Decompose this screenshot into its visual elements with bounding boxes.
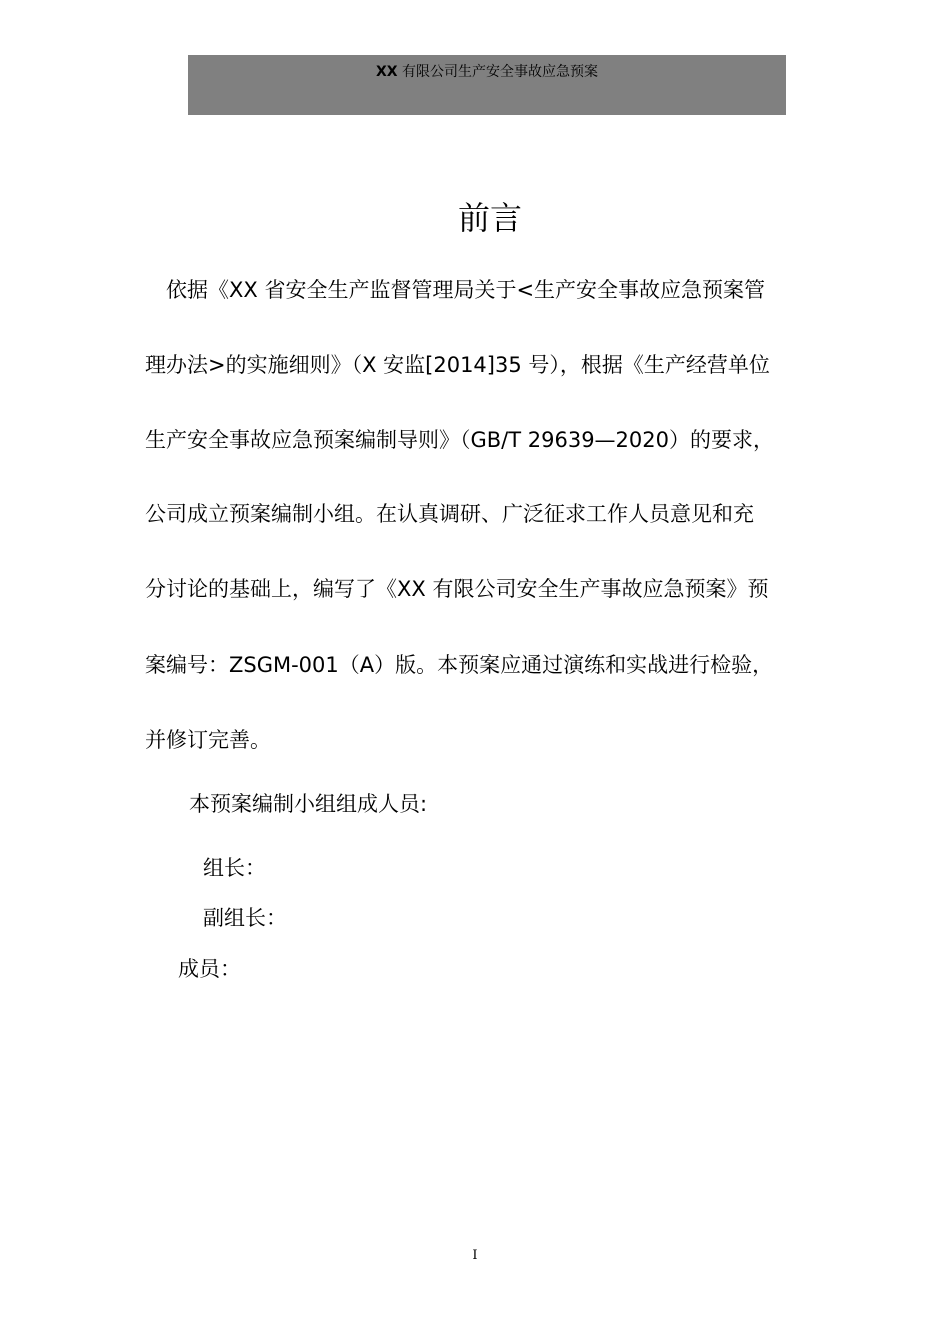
header-title-prefix: XX xyxy=(375,64,398,80)
paragraph-line-5: 分讨论的基础上，编写了《XX 有限公司安全生产事故应急预案》预 xyxy=(145,577,769,601)
team-members-label: 成员： xyxy=(178,957,241,981)
paragraph-line-3: 生产安全事故应急预案编制导则》（GB/T 29639—2020）的要求， xyxy=(145,428,775,452)
header-title xyxy=(188,63,786,81)
team-heading: 本预案编制小组组成人员: xyxy=(189,792,428,816)
page-number: I xyxy=(472,1248,478,1263)
team-leader-label: 组长： xyxy=(203,856,266,880)
running-header xyxy=(188,55,786,115)
team-deputy-label: 副组长： xyxy=(203,906,287,930)
header-title-rest: 有限公司生产安全事故应急预案 xyxy=(397,64,599,80)
paragraph-line-1: 依据《XX 省安全生产监督管理局关于<生产安全事故应急预案管 xyxy=(166,278,766,302)
paragraph-line-7: 并修订完善。 xyxy=(145,728,271,752)
paragraph-line-2: 理办法>的实施细则》（X 安监[2014]35 号），根据《生产经营单位 xyxy=(145,353,770,377)
paragraph-line-6: 案编号：ZSGM-001（A）版。本预案应通过演练和实战进行检验， xyxy=(145,653,774,677)
page-title: 前言 xyxy=(457,199,522,237)
paragraph-line-4: 公司成立预案编制小组。在认真调研、广泛征求工作人员意见和充 xyxy=(145,502,754,526)
